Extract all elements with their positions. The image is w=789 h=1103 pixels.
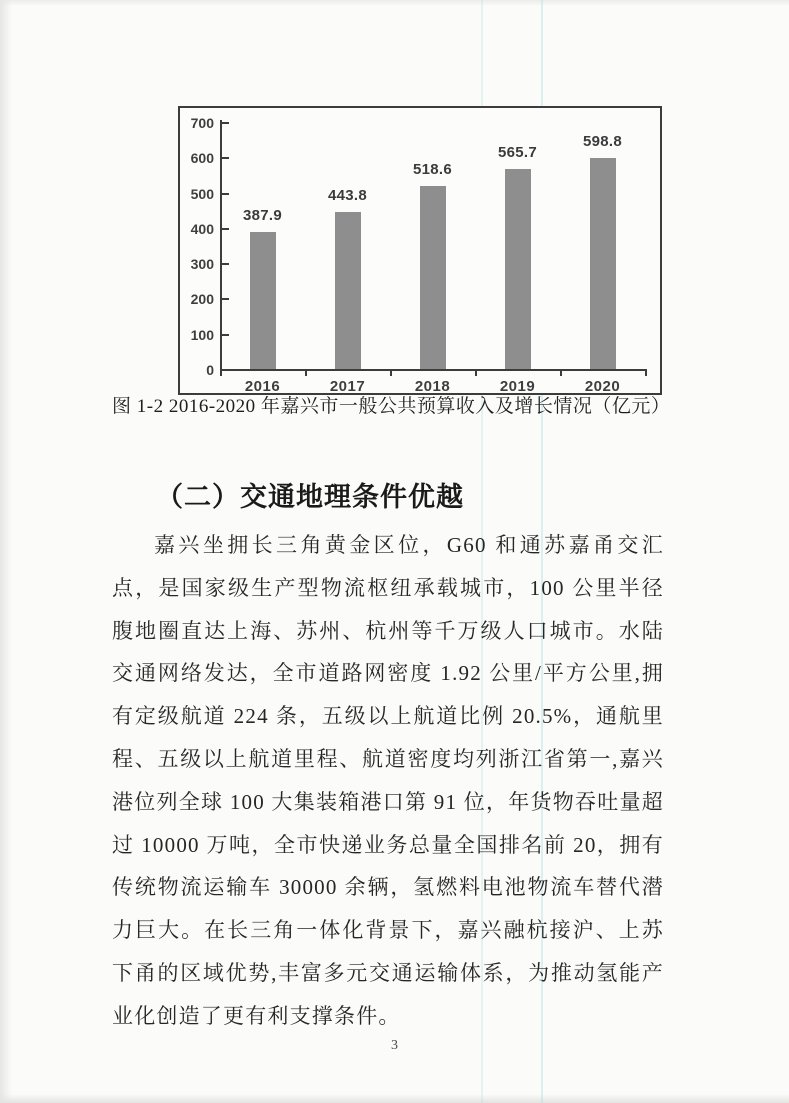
x-tick-mark (220, 369, 222, 376)
scan-edge-left (0, 0, 12, 1103)
x-category-label: 2020 (584, 378, 621, 395)
scan-edge-bottom (0, 1094, 789, 1103)
y-tick-label: 200 (190, 291, 214, 308)
bar-value-label: 598.8 (582, 132, 623, 150)
section-heading: （二）交通地理条件优越 (156, 482, 464, 512)
bar-value-label: 443.8 (327, 187, 368, 205)
y-tick-mark (222, 122, 229, 124)
x-tick-mark (475, 369, 477, 376)
bar (505, 169, 531, 369)
y-tick-mark (222, 369, 229, 371)
x-category-label: 2018 (414, 378, 451, 395)
bar (335, 212, 361, 369)
y-tick-mark (222, 263, 229, 265)
x-category-label: 2017 (329, 378, 366, 395)
revenue-bar-chart (178, 106, 662, 395)
x-category-label: 2016 (244, 378, 281, 395)
x-tick-mark (560, 369, 562, 376)
y-tick-label: 600 (190, 150, 214, 167)
y-tick-label: 400 (190, 220, 214, 237)
figure-caption: 图 1-2 2016-2020 年嘉兴市一般公共预算收入及增长情况（亿元） (112, 396, 671, 417)
y-tick-label: 100 (190, 326, 214, 343)
y-tick-mark (222, 228, 229, 230)
y-tick-label: 500 (190, 185, 214, 202)
bar-value-label: 518.6 (412, 161, 453, 178)
y-tick-mark (222, 334, 229, 336)
bar-value-label: 565.7 (497, 144, 538, 162)
y-tick-label: 700 (190, 115, 214, 131)
y-tick-label: 0 (206, 362, 214, 378)
body-paragraph: 嘉兴坐拥长三角黄金区位，G60 和通苏嘉甬交汇点，是国家级生产型物流枢纽承载城市，100 公里半径腹地圈直达上海、苏州、杭州等千万级人口城市。水陆交通网络发达，全市道路网密度 1.92 公里/平方公里,拥有定级航道 224 条，五级以上航道比例 20.5%，通航里程、五级以上航道里程、航道密度均列浙江省第一,嘉兴港位列全球 100 大集装箱港口第 91 位，年货物吞吐量超过 10000 万吨，全市快递业务总量全国排名前 20，拥有传统物流运输车 30000 余辆，氢燃料电池物流车替代潜力巨大。在长三角一体化背景下，嘉兴融杭接沪、上苏下甬的区域优势,丰富多元交通运输体系，为推动氢能产业化创造了更有利支撑条件。 (112, 533, 664, 1028)
x-axis-line (220, 369, 647, 371)
bar (250, 232, 276, 369)
x-tick-mark (645, 369, 647, 376)
scan-edge-top (0, 0, 789, 6)
y-tick-mark (222, 298, 229, 300)
x-category-label: 2019 (499, 378, 536, 395)
y-tick-mark (222, 193, 229, 195)
bar (590, 158, 616, 369)
bar-value-label: 387.9 (242, 207, 283, 225)
page-number: 3 (391, 1038, 398, 1053)
bar (420, 186, 446, 369)
x-tick-mark (390, 369, 392, 376)
y-tick-mark (222, 157, 229, 159)
y-tick-label: 300 (190, 256, 214, 273)
x-tick-mark (305, 369, 307, 376)
